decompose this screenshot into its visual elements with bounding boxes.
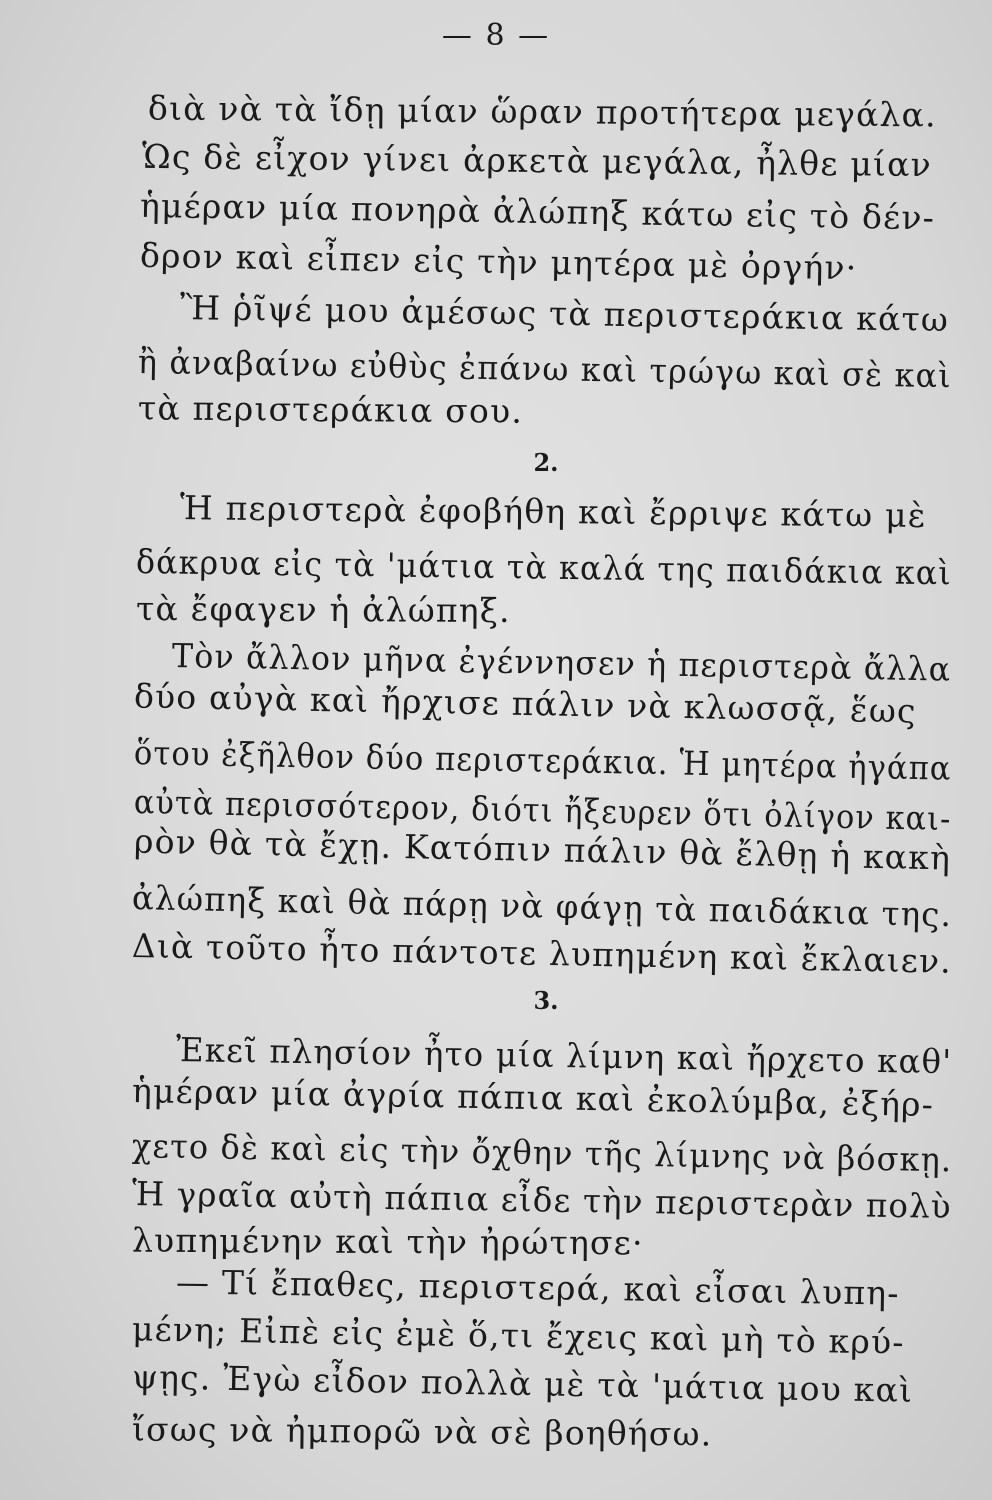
text-line: δύο αὐγὰ καὶ ἤρχισε πάλιν νὰ κλωσσᾷ, ἕως — [133, 676, 918, 731]
text-line: αὐτὰ περισσότερον, διότι ἤξευρεν ὅτι ὀλίγον και- — [133, 782, 952, 839]
text-line: ἴσως νὰ ἠμπορῶ νὰ σὲ βοηθήσω. — [131, 1409, 713, 1454]
text-line: ρὸν θὰ τὰ ἔχῃ. Κατόπιν πάλιν θὰ ἔλθῃ ἡ κακὴ — [133, 821, 952, 878]
text-line: Ἐκεῖ πλησίον ἦτο μία λίμνη καὶ ἤρχετο καθ' — [175, 1030, 953, 1082]
text-line: ἡμέραν μία πονηρὰ ἀλώπηξ κάτω εἰς τὸ δέν- — [139, 185, 936, 238]
text-line: λυπημένην καὶ τὴν ἠρώτησε· — [131, 1220, 644, 1263]
text-line: Διὰ τοῦτο ἦτο πάντοτε λυπημένη καὶ ἔκλαιεν. — [131, 926, 953, 981]
text-line: — Τί ἔπαθες, περιστερά, καὶ εἶσαι λυπη- — [175, 1262, 900, 1313]
text-line: χετο δὲ καὶ εἰς τὴν ὄχθην τῆς λίμνης νὰ βόσκῃ. — [131, 1126, 953, 1180]
text-line: Ἡ γραῖα αὐτὴ πάπια εἶδε τὴν περιστερὰν πολὺ — [131, 1174, 953, 1226]
text-line: δρον καὶ εἶπεν εἰς τὴν μητέρα μὲ ὀργήν· — [139, 235, 858, 288]
page-number: — 8 — — [441, 18, 551, 53]
text-line: ἢ ἀναβαίνω εὐθὺς ἐπάνω καὶ τρώγω καὶ σὲ καὶ — [137, 342, 953, 396]
text-line: διὰ νὰ τὰ ἴδῃ μίαν ὥραν προτήτερα μεγάλα. — [147, 88, 938, 135]
text-line: ψῃς. Ἐγὼ εἶδον πολλὰ μὲ τὰ 'μάτια μου καὶ — [131, 1357, 914, 1410]
text-line: Ὡς δὲ εἶχον γίνει ἀρκετὰ μεγάλα, ἦλθε μίαν — [141, 136, 933, 185]
text-line: δάκρυα εἰς τὰ 'μάτια τὰ καλά της παιδάκια καὶ — [135, 542, 953, 593]
text-line: Ἢ ῥῖψέ μου ἀμέσως τὰ περιστεράκια κάτω — [179, 287, 950, 340]
section-number: 3. — [533, 986, 559, 1015]
section-number: 2. — [533, 448, 559, 477]
text-line: Τὸν ἄλλον μῆνα ἐγέννησεν ἡ περιστερὰ ἄλλα — [171, 636, 952, 689]
text-line: ὅτου ἐξῆλθον δύο περιστεράκια. Ἡ μητέρα ἠγάπα — [133, 733, 952, 788]
text-line: τὰ περιστεράκια σου. — [137, 388, 524, 431]
text-line: ἡμέραν μία ἀγρία πάπια καὶ ἐκολύμβα, ἐξήρ- — [131, 1071, 935, 1124]
text-line: μένη; Εἰπὲ εἰς ἐμὲ ὅ,τι ἔχεις καὶ μὴ τὸ κρύ- — [131, 1309, 906, 1362]
text-line: τὰ ἔφαγεν ἡ ἀλώπηξ. — [135, 589, 511, 630]
text-line: ἀλώπηξ καὶ θὰ πάρῃ νὰ φάγῃ τὰ παιδάκια της. — [131, 878, 953, 935]
text-line: Ἡ περιστερὰ ἐφοβήθη καὶ ἔρριψε κάτω μὲ — [179, 488, 927, 535]
